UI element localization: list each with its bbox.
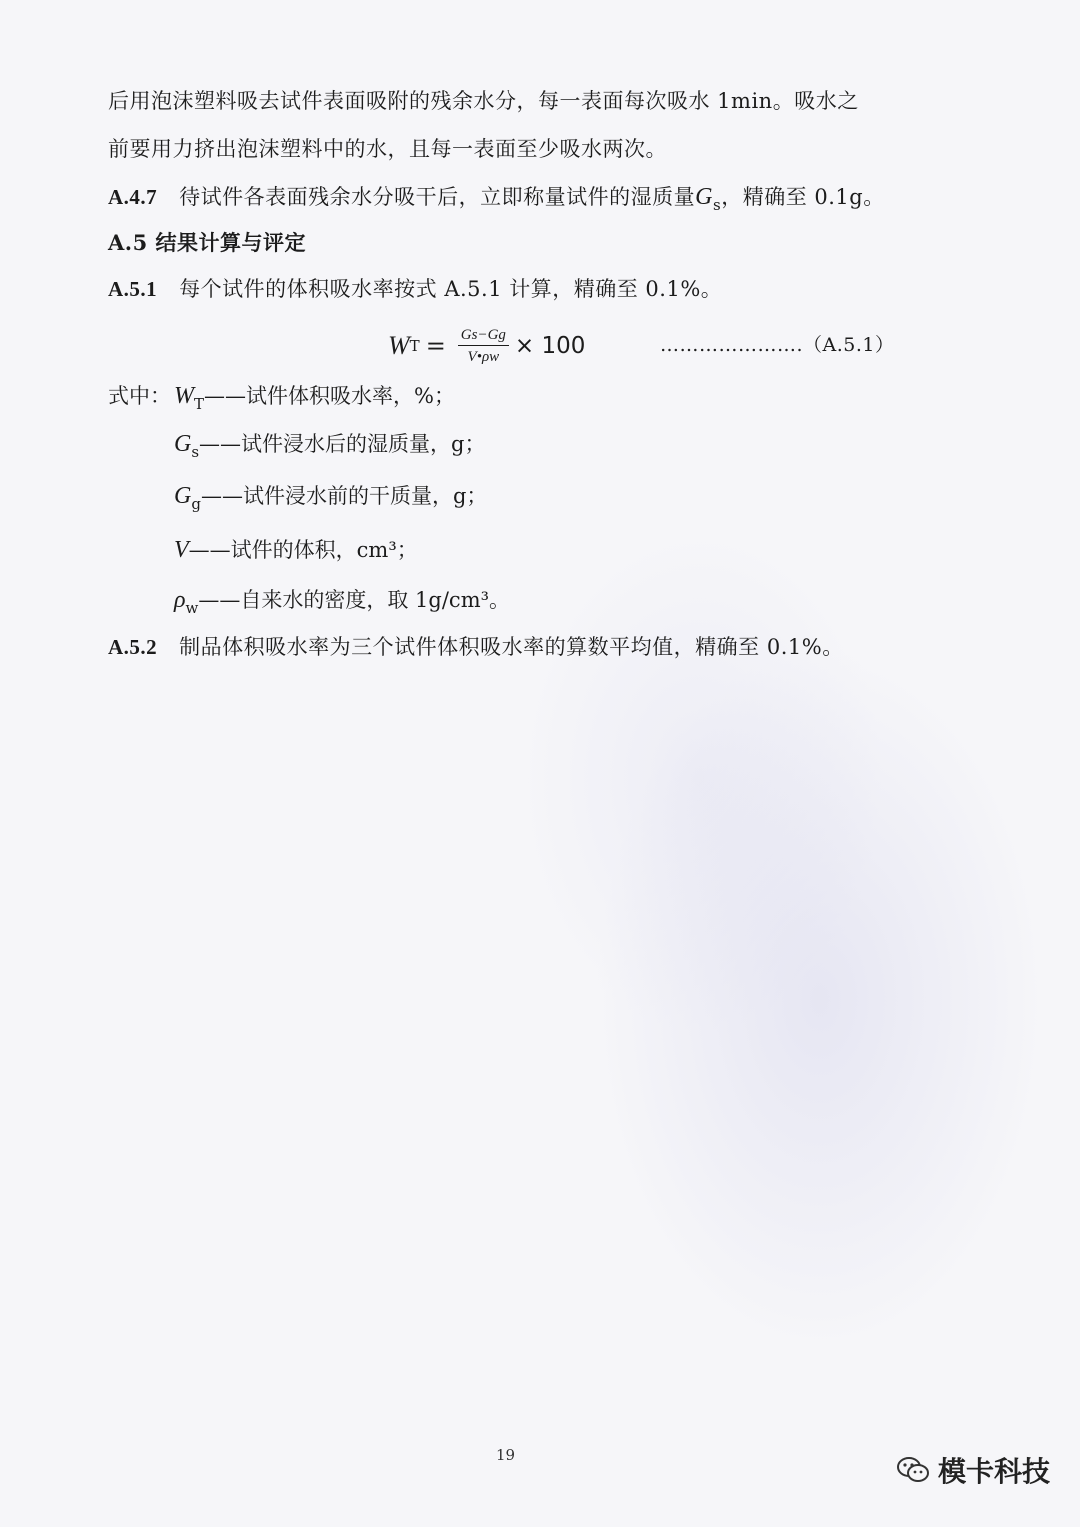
clause-number: A.4.7 bbox=[108, 185, 158, 209]
formula bbox=[388, 316, 585, 376]
watermark-text: 模卡科技 bbox=[938, 1455, 1051, 1488]
variable-symbol: G bbox=[695, 184, 714, 210]
wechat-icon bbox=[896, 1455, 930, 1485]
formula-lhs-subscript: T bbox=[409, 337, 420, 355]
definition-text: ——自来水的密度，取 1g/cm³。 bbox=[198, 588, 511, 612]
definition-item bbox=[174, 584, 510, 617]
definition-subscript: T bbox=[194, 395, 205, 413]
paragraph-line-1: 后用泡沫塑料吸去试件表面吸附的残余水分，每一表面每次吸水 1min。吸水之 bbox=[108, 89, 859, 113]
definition-text: ——试件浸水前的干质量，g； bbox=[200, 484, 488, 508]
definition-item bbox=[174, 428, 486, 461]
watermark bbox=[896, 1450, 1050, 1490]
page-number: 19 bbox=[496, 1446, 516, 1464]
definition-item bbox=[174, 380, 455, 413]
definition-text: ——试件浸水后的湿质量，g； bbox=[199, 432, 486, 456]
formula-equals: = bbox=[425, 332, 446, 360]
clause-number: A.5.2 bbox=[108, 635, 158, 659]
formula-numerator: Gs−Gg bbox=[458, 325, 509, 346]
clause-a51 bbox=[108, 274, 722, 304]
clause-text-end: ，精确至 0.1g。 bbox=[721, 185, 885, 209]
definition-text: ——试件体积吸水率，%； bbox=[204, 384, 455, 408]
definition-subscript: w bbox=[185, 599, 199, 617]
definition-subscript: g bbox=[191, 495, 201, 513]
definition-symbol: G bbox=[174, 431, 192, 457]
variable-subscript: s bbox=[713, 196, 722, 214]
formula-lhs: W bbox=[388, 331, 410, 360]
clause-a47 bbox=[108, 182, 885, 220]
clause-number: A.5.1 bbox=[108, 277, 158, 301]
paragraph-line-2: 前要用力挤出泡沫塑料中的水，且每一表面至少吸水两次。 bbox=[108, 137, 667, 161]
definition-symbol: W bbox=[174, 383, 194, 409]
definition-symbol: ρ bbox=[174, 587, 186, 613]
equation-reference: ………………….（A.5.1） bbox=[660, 334, 895, 356]
definition-symbol: G bbox=[174, 483, 192, 509]
definition-item bbox=[174, 480, 487, 513]
clause-text: 待试件各表面残余水分吸干后，立即称量试件的湿质量 bbox=[179, 185, 696, 209]
formula-denominator: V•ρw bbox=[467, 348, 500, 365]
formula-fraction bbox=[458, 325, 509, 368]
definition-symbol: V bbox=[174, 537, 189, 563]
formula-multiplier: × 100 bbox=[514, 333, 586, 359]
clause-text: 每个试件的体积吸水率按式 A.5.1 计算，精确至 0.1%。 bbox=[179, 277, 723, 301]
definition-item bbox=[174, 534, 418, 567]
clause-a52 bbox=[108, 632, 844, 662]
definition-subscript: s bbox=[191, 443, 200, 461]
definition-text: ——试件的体积，cm³； bbox=[188, 538, 418, 562]
clause-text: 制品体积吸水率为三个试件体积吸水率的算数平均值，精确至 0.1%。 bbox=[179, 635, 844, 659]
section-heading: A.5 结果计算与评定 bbox=[108, 230, 307, 255]
definitions-intro: 式中： bbox=[108, 384, 171, 408]
